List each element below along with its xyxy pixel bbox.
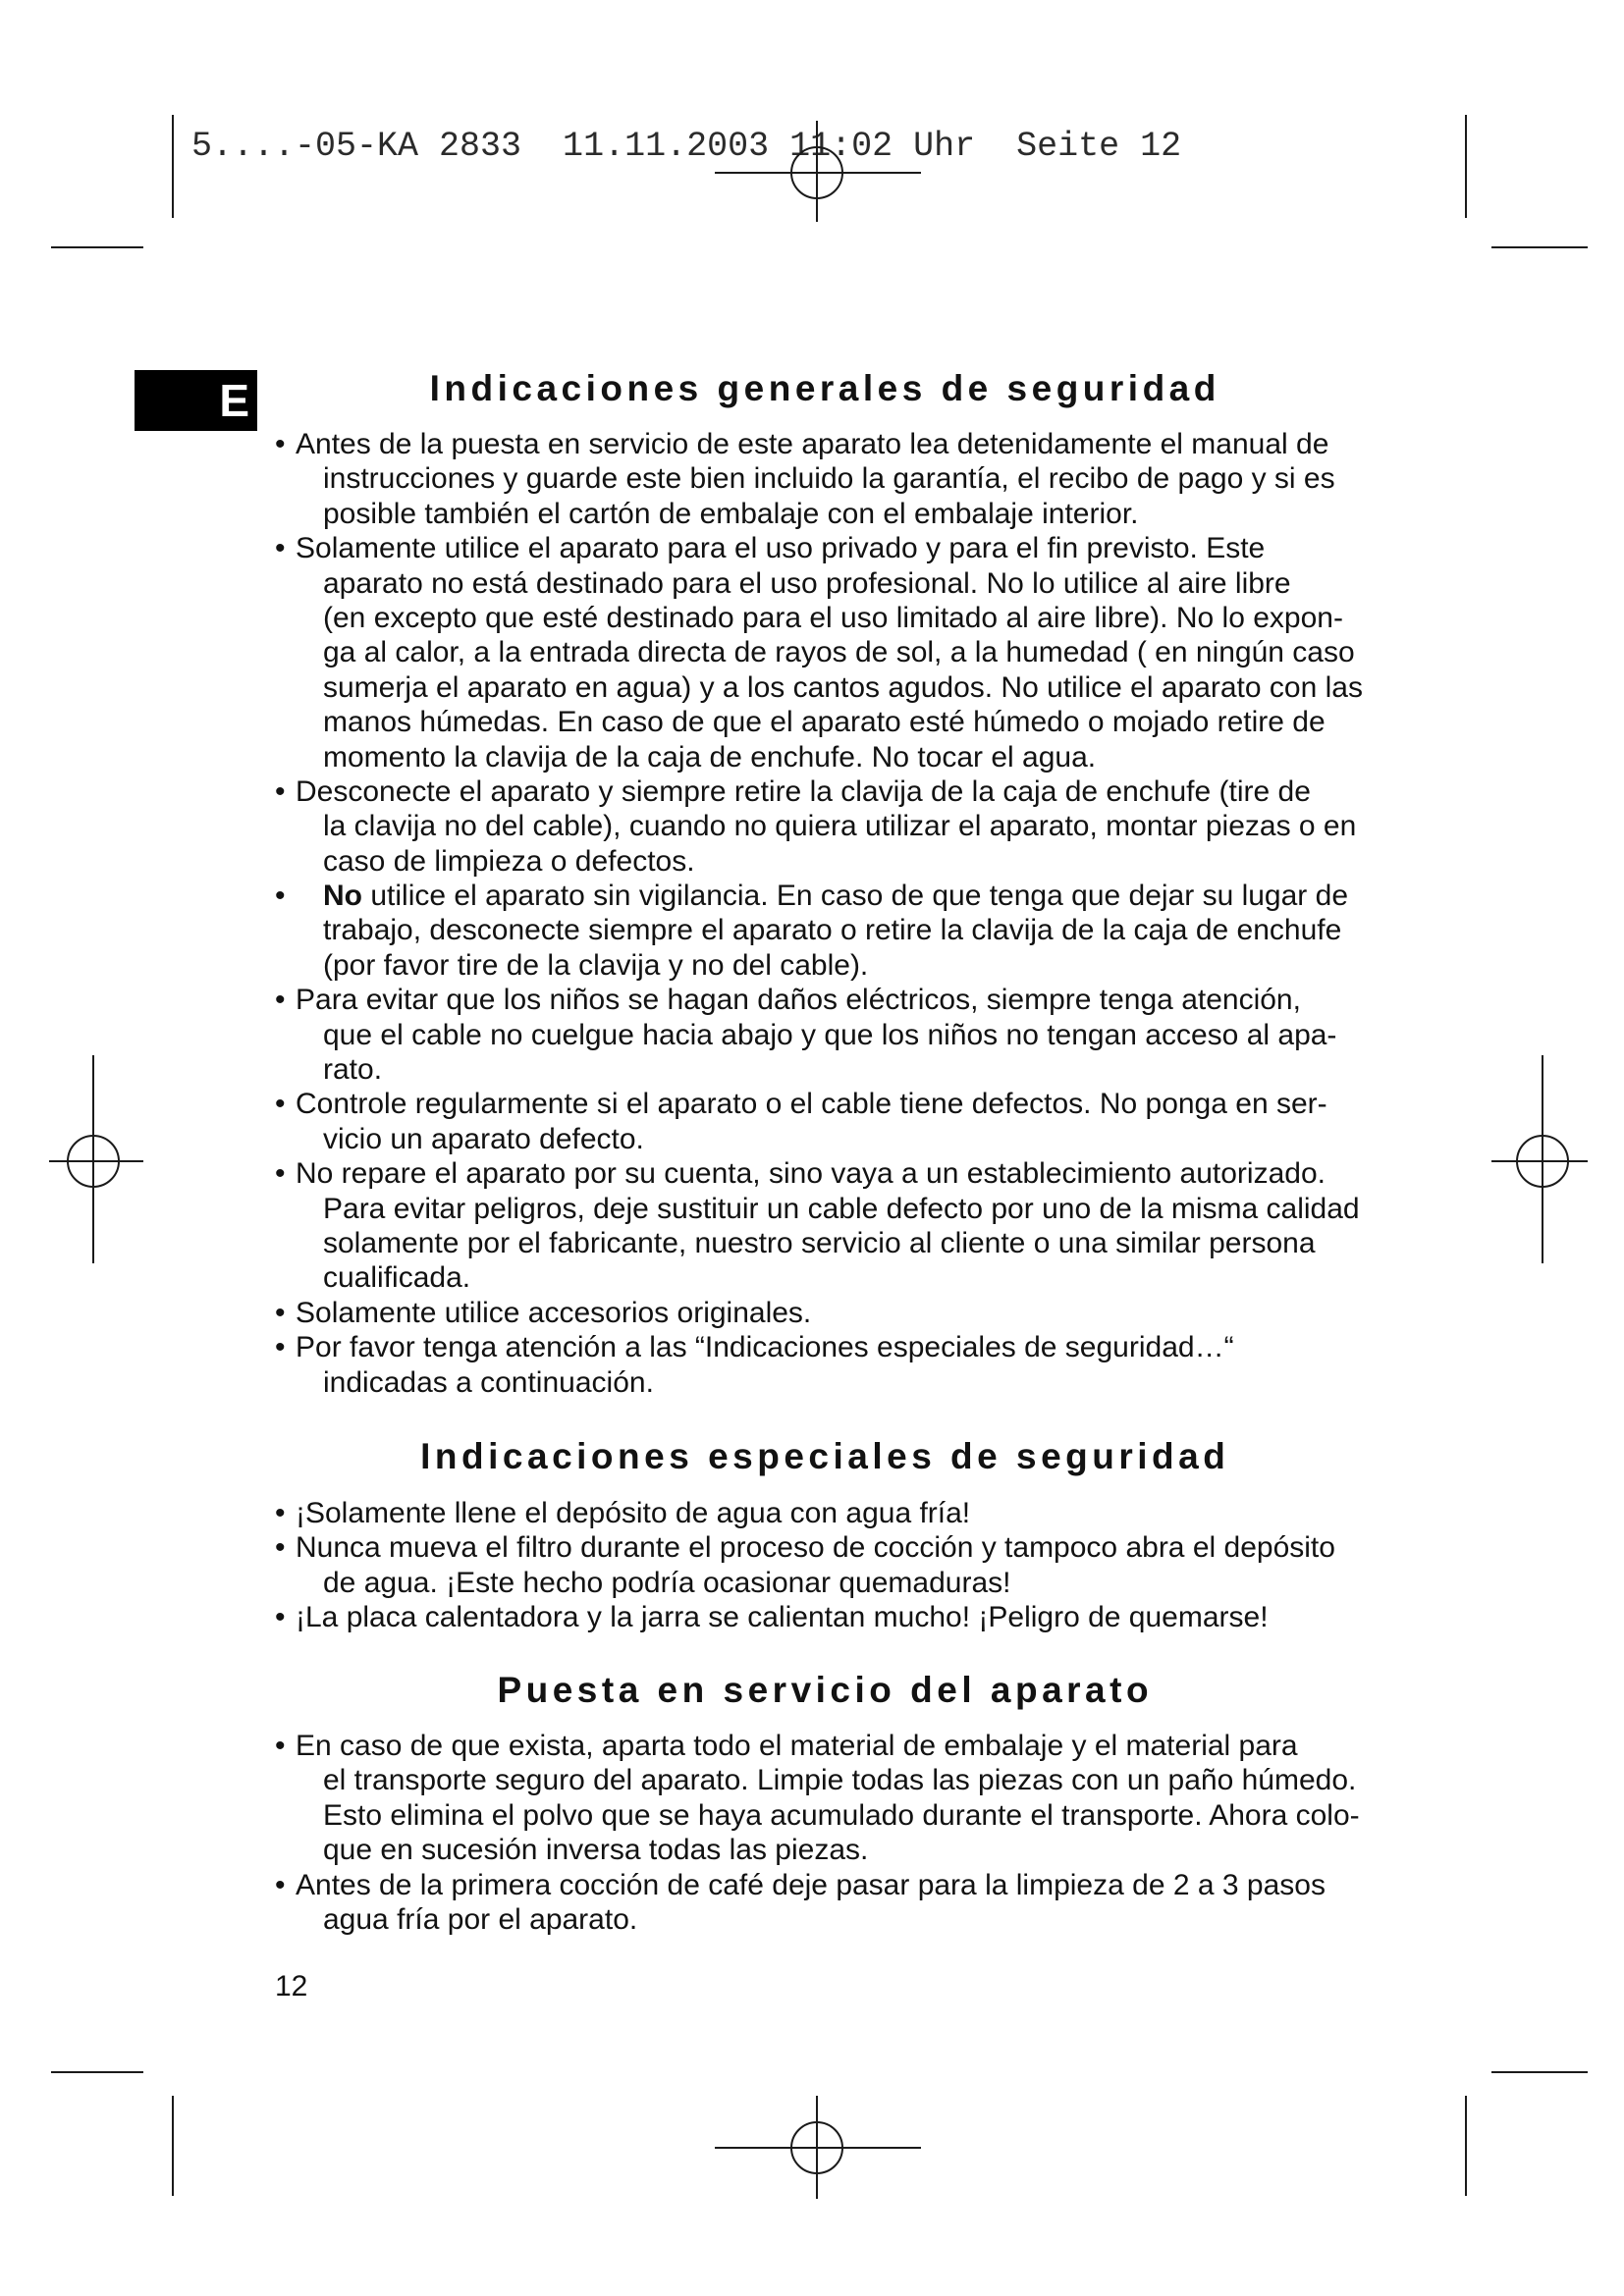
list-item-line: Por favor tenga atención a las “Indicaciones especiales de seguridad…“ [296,1331,1234,1364]
emphasis-text: No [323,880,362,913]
registration-mark-left [49,1055,143,1263]
list-item-line: la clavija no del cable), cuando no quiera utilizar el aparato, montar piezas o en [323,810,1357,843]
list-item [275,1296,1453,1330]
bullet: • [275,1868,286,1901]
special-safety-list [275,1496,1453,1635]
language-tab-label: E [219,375,249,426]
list-item-line: solamente por el fabricante, nuestro servicio al cliente o una similar persona [323,1226,1316,1259]
list-item-line: que en sucesión inversa todas las piezas. [323,1834,869,1867]
bullet: • [275,984,286,1017]
bullet: • [275,428,286,460]
list-item-line [275,879,1453,913]
list-item-line: rato. [323,1053,383,1087]
list-item-line: caso de limpieza o defectos. [323,844,695,878]
bullet: • [275,1531,286,1565]
list-item-line: el transporte seguro del aparato. Limpie todas las piezas con un paño húmedo. [323,1764,1357,1797]
list-item [275,983,1453,1087]
list-item-line: Antes de la primera cocción de café deje pasar para la limpieza de 2 a 3 pasos [296,1868,1326,1901]
bullet: • [275,1296,286,1329]
list-item [275,1330,1453,1400]
list-item-line: de agua. ¡Este hecho podría ocasionar quemaduras! [323,1566,1011,1599]
list-item-line: Esto elimina el polvo que se haya acumulado durante el transporte. Ahora colo- [323,1798,1360,1832]
bullet: • [275,1157,286,1191]
bullet: • [275,1497,286,1529]
registration-mark-circle [68,1136,119,1187]
bullet: • [275,1331,286,1364]
list-item [275,1868,1453,1938]
list-item-line: posible también el cartón de embalaje con el embalaje interior. [323,497,1139,530]
list-item-line: cualificada. [323,1261,471,1295]
list-item-line: instrucciones y guarde este bien incluido la garantía, el recibo de pago y si es [323,462,1335,496]
list-item-line: manos húmedas. En caso de que el aparato esté húmedo o mojado retire de [323,706,1326,739]
list-item [275,1087,1453,1156]
list-item-line: ¡La placa calentadora y la jarra se calientan mucho! ¡Peligro de quemarse! [296,1601,1269,1634]
list-item [275,1156,1453,1296]
list-item [275,879,1453,983]
list-item-line: sumerja el aparato en agua) y a los cantos agudos. No utilice el aparato con las [323,670,1363,704]
list-item [275,1530,1453,1600]
bullet: • [275,1088,286,1121]
line-text: utilice el aparato sin vigilancia. En caso de que tenga que dejar su lugar de [370,880,1348,913]
list-item-line: Controle regularmente si el aparato o el cable tiene defectos. No ponga en ser- [296,1088,1327,1121]
list-item-line: trabajo, desconecte siempre el aparato o retire la clavija de la caja de enchufe [323,914,1342,947]
bullet: • [275,880,286,913]
bullet: • [275,1730,286,1762]
list-item-line: Desconecte el aparato y siempre retire la clavija de la caja de enchufe (tire de [296,774,1311,808]
list-item-line: Solamente utilice el aparato para el uso privado y para el fin previsto. Este [296,532,1266,565]
list-item-line: ¡Solamente llene el depósito de agua con agua fría! [296,1497,971,1529]
registration-mark-circle [1517,1136,1568,1187]
bullet: • [275,532,286,565]
list-item [275,774,1453,879]
startup-list [275,1729,1453,1937]
bullet: • [275,1601,286,1634]
registration-mark-right [1491,1055,1588,1263]
list-item-line: Antes de la puesta en servicio de este aparato lea detenidamente el manual de [296,428,1329,460]
general-safety-list [275,427,1453,1400]
list-item-line: Solamente utilice accesorios originales. [296,1296,812,1329]
list-item-line: En caso de que exista, aparta todo el material de embalaje y el material para [296,1730,1298,1762]
list-item [275,1729,1453,1868]
list-item-line: Nunca mueva el filtro durante el proceso de cocción y tampoco abra el depósito [296,1531,1335,1565]
list-item-line: que el cable no cuelgue hacia abajo y que los niños no tengan acceso al apa- [323,1018,1337,1051]
list-item-line: agua fría por el aparato. [323,1902,638,1936]
bullet: • [275,774,286,808]
registration-mark-circle [791,2122,842,2173]
list-item [275,1600,1453,1634]
list-item-line: indicadas a continuación. [323,1365,654,1399]
print-slug-header: 5....-05-KA 2833 11.11.2003 11:02 Uhr Seite 12 [191,127,1182,166]
list-item-line: momento la clavija de la caja de enchufe. No tocar el agua. [323,740,1097,774]
list-item-line: (en excepto que esté destinado para el uso limitado al aire libre). No lo expon- [323,601,1343,634]
list-item [275,1496,1453,1530]
section-title-special-safety: Indicaciones especiales de seguridad [420,1436,1230,1476]
list-item-line: vicio un aparato defecto. [323,1122,644,1155]
section-title-startup: Puesta en servicio del aparato [497,1670,1154,1710]
list-item [275,427,1453,531]
list-item [275,531,1453,774]
section-title-general-safety: Indicaciones generales de seguridad [429,368,1220,408]
list-item-line: No repare el aparato por su cuenta, sino vaya a un establecimiento autorizado. [296,1157,1326,1191]
list-item-line: ga al calor, a la entrada directa de rayos de sol, a la humedad ( en ningún caso [323,636,1355,669]
list-item-line: (por favor tire de la clavija y no del cable). [323,948,869,982]
list-item-line: aparato no está destinado para el uso profesional. No lo utilice al aire libre [323,566,1291,600]
registration-mark-bottom [715,2096,921,2199]
list-item-line: Para evitar que los niños se hagan daños eléctricos, siempre tenga atención, [296,984,1301,1017]
list-item-line: Para evitar peligros, deje sustituir un cable defecto por uno de la misma calidad [323,1192,1360,1225]
page-number: 12 [275,1970,308,2002]
